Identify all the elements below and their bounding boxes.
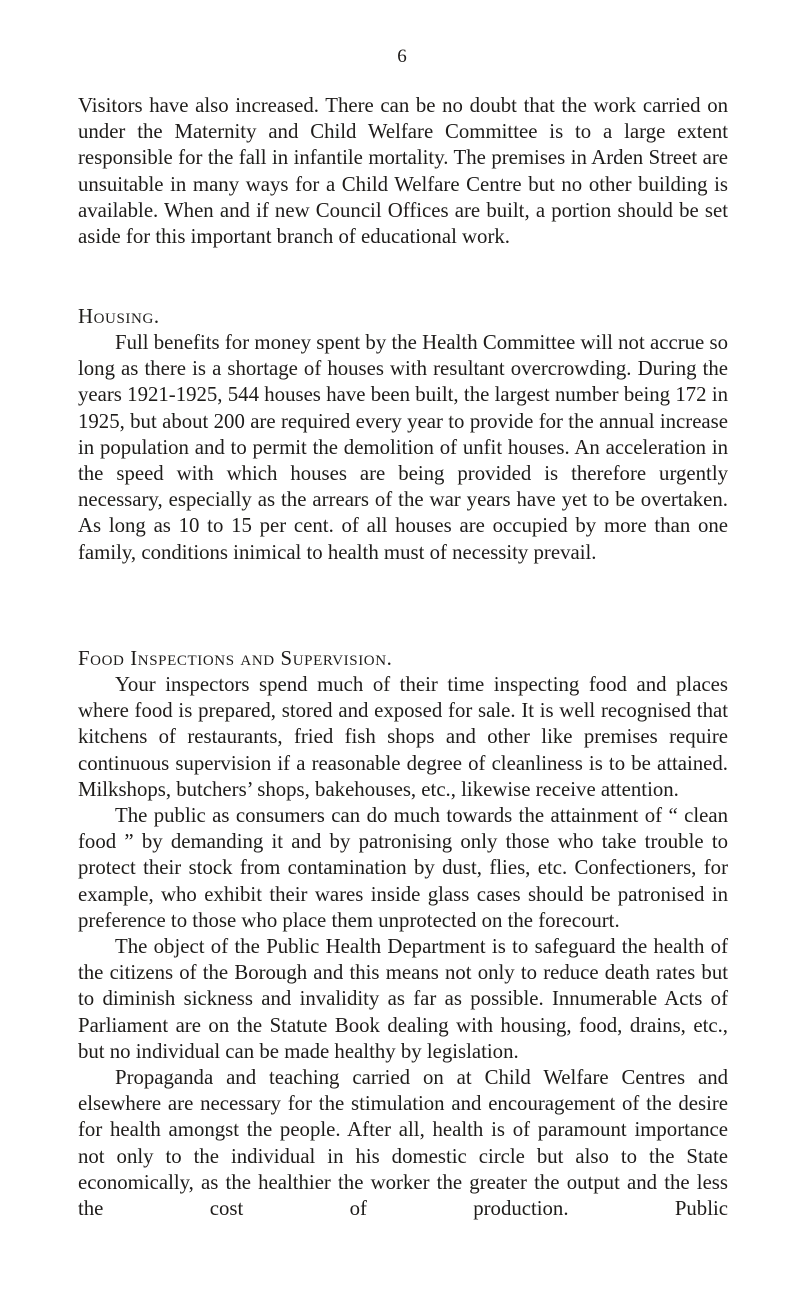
food-paragraph-2: The public as consumers can do much towards the attainment of “ clean food ” by demanding it and by patronising only those who take trouble to protect their stock from contamination by dust, flies, etc. Confectioners, for example, who exhibit their wares inside glass cases should be patronised in preference to those who place them unprotected on the forecourt.	[78, 804, 728, 932]
intro-paragraph: Visitors have also increased. There can be no doubt that the work carried on under the Maternity and Child Welfare Committee is to a large extent responsible for the fall in infantile mortality. The premises in Arden Street are unsuitable in many ways for a Child Welfare Centre but no other building is available. When and if new Council Offices are built, a portion should be set aside for this important branch of educational work.	[78, 94, 728, 249]
food-paragraph-3: The object of the Public Health Department is to safeguard the health of the citizens of the Borough and this means not only to reduce death rates but to diminish sickness and invalidity as far as possible. Innumerable Acts of Parliament are on the Statute Book dealing with housing, food, drains, etc., but no individual can be made healthy by legislation.	[78, 935, 728, 1063]
page-number: 6	[397, 46, 407, 67]
food-paragraph-4: Propaganda and teaching carried on at Child Welfare Centres and elsewhere are necessary for the stimulation and encouragement of the desire for health amongst the people. After all, health is of paramount importance not only to the individual in his domestic circle but also to the State economically, as the healthier the worker the greater the output and the less the cost of production. Public	[78, 1066, 728, 1221]
housing-heading: Housing.	[78, 305, 160, 328]
food-heading: Food Inspections and Supervision.	[78, 647, 393, 670]
food-paragraph-1: Your inspectors spend much of their time inspecting food and places where food is prepared, stored and exposed for sale. It is well recognised that kitchens of restaurants, fried fish shops and other like premises require continuous supervision if a reasonable degree of cleanliness is to be attained. Milkshops, butchers’ shops, bakehouses, etc., likewise receive attention.	[78, 673, 728, 801]
food-section-body	[78, 672, 728, 1222]
housing-paragraph: Full benefits for money spent by the Health Committee will not accrue so long as there is a shortage of houses with resultant overcrowding. During the years 1921-1925, 544 houses have been built, the largest number being 172 in 1925, but about 200 are required every year to provide for the annual increase in population and to permit the demolition of unfit houses. An acceleration in the speed with which houses are being provided is therefore urgently necessary, especially as the arrears of the war years have yet to be overtaken. As long as 10 to 15 per cent. of all houses are occupied by more than one family, conditions inimical to health must of necessity prevail.	[78, 331, 728, 564]
